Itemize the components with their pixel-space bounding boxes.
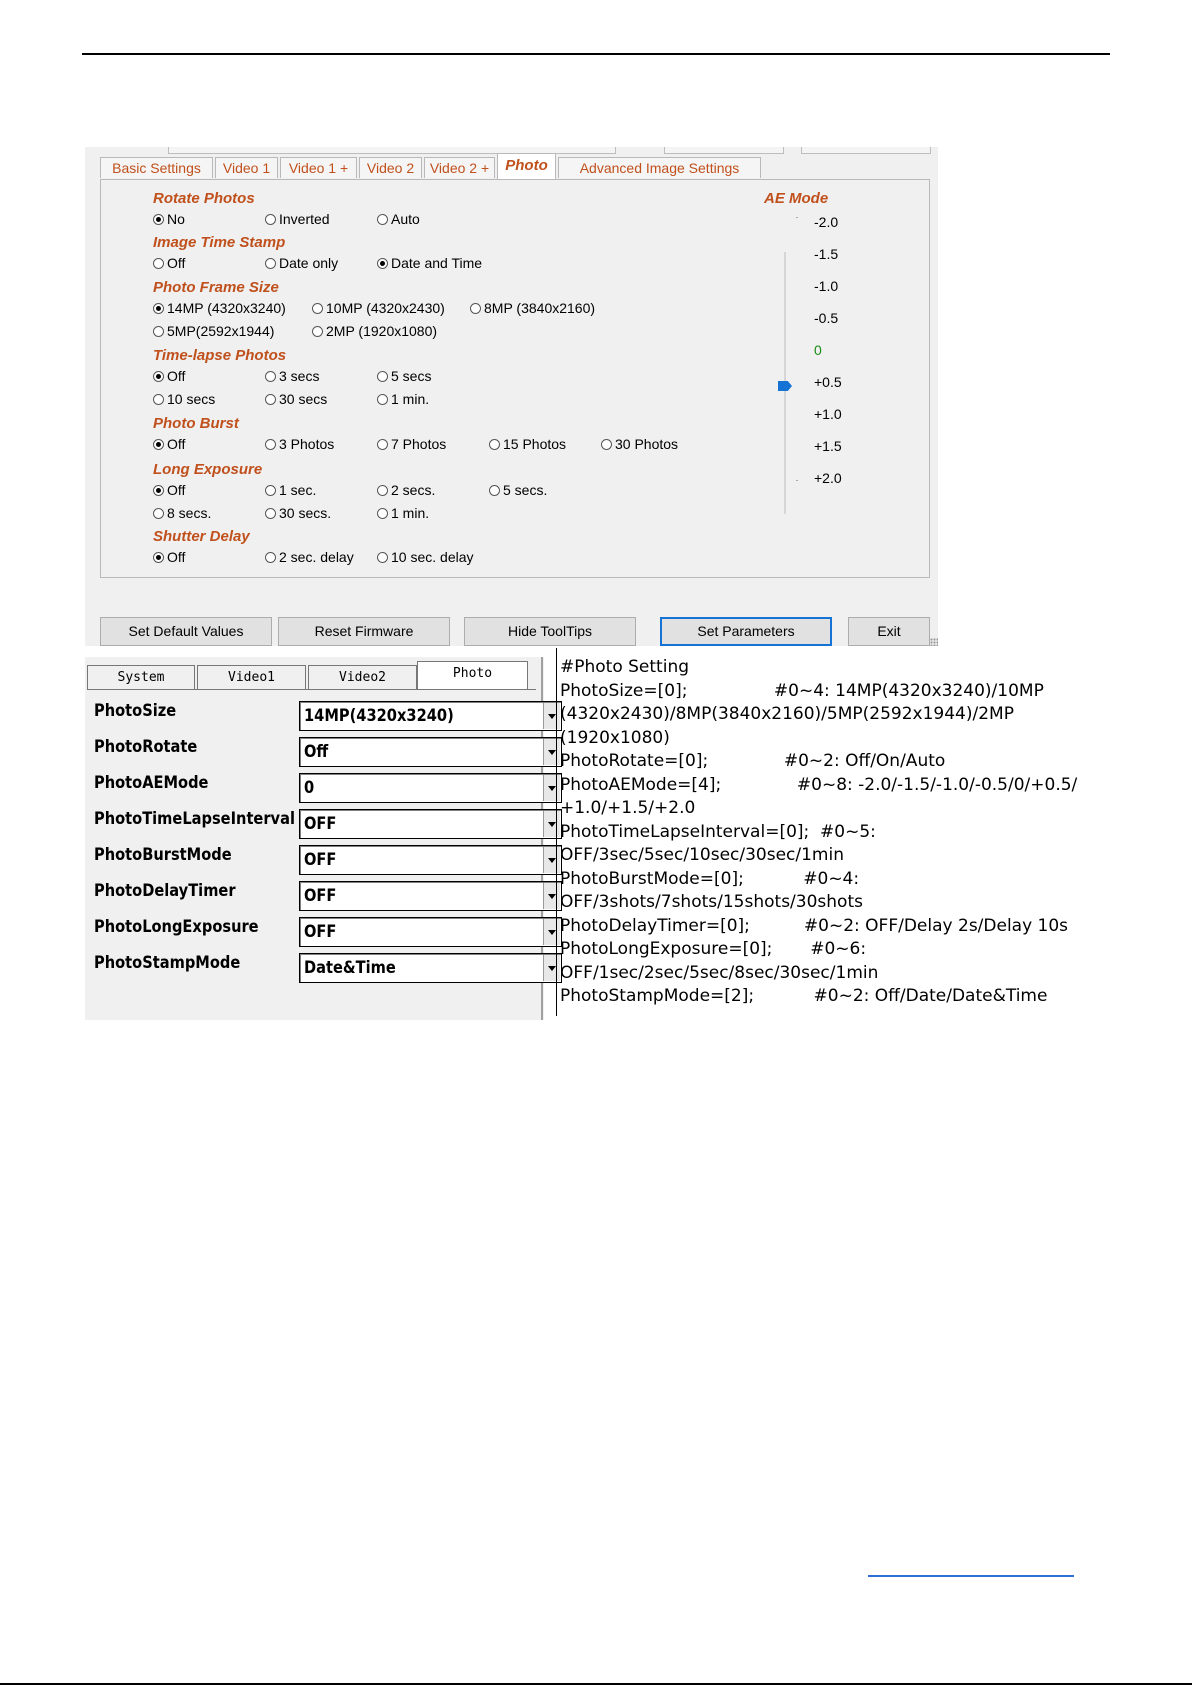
radio-icon	[265, 214, 276, 225]
config-line: +1.0/+1.5/+2.0	[560, 798, 696, 818]
dropdown-arrow-icon[interactable]	[543, 883, 560, 909]
stamp-date-time-radio[interactable]	[377, 255, 482, 271]
select-value: OFF	[304, 850, 337, 870]
ae-level-label-selected: 0	[814, 342, 822, 358]
radio-icon	[312, 326, 323, 337]
radio-label: 5 secs	[391, 368, 432, 384]
radio-label: 3 secs	[279, 368, 320, 384]
radio-icon	[377, 552, 388, 563]
ae-level-label: +1.5	[814, 438, 842, 454]
select-value: OFF	[304, 814, 337, 834]
radio-icon	[312, 303, 323, 314]
timelapse-10s-radio[interactable]	[153, 391, 215, 407]
select-value: OFF	[304, 922, 337, 942]
radio-label: 30 Photos	[615, 436, 679, 452]
config-line: (1920x1080)	[560, 727, 670, 748]
burst-30-radio[interactable]	[601, 436, 678, 452]
radio-icon	[265, 508, 276, 519]
radio-icon	[153, 508, 164, 519]
radio-icon	[601, 439, 612, 450]
reset-firmware-button[interactable]: Reset Firmware	[278, 617, 450, 646]
dropdown-arrow-icon[interactable]	[543, 955, 560, 981]
radio-icon	[377, 394, 388, 405]
timelapse-5s-radio[interactable]	[377, 368, 431, 384]
config-line: PhotoTimeLapseInterval=[0]; #0~5:	[560, 821, 876, 842]
burst-7-radio[interactable]	[377, 436, 446, 452]
radio-icon	[489, 439, 500, 450]
exposure-1min-radio[interactable]	[377, 505, 429, 521]
radio-icon	[153, 394, 164, 405]
burst-off-radio[interactable]	[153, 436, 185, 452]
radio-label: 30 secs	[279, 391, 328, 407]
tab-photo[interactable]: Photo	[497, 153, 556, 179]
rotate-no-radio[interactable]	[153, 211, 185, 227]
frame-14mp-radio[interactable]	[153, 300, 286, 316]
radio-label: 14MP (4320x3240)	[167, 300, 286, 316]
dropdown-arrow-icon[interactable]	[543, 703, 560, 729]
radio-icon	[265, 394, 276, 405]
tab-divider	[87, 689, 536, 690]
tab-basic-settings[interactable]: Basic Settings	[100, 157, 213, 178]
burst-15-radio[interactable]	[489, 436, 566, 452]
radio-label: Off	[167, 255, 186, 271]
photo-burst-mode-label: PhotoBurstMode	[94, 845, 232, 865]
dropdown-arrow-icon[interactable]	[543, 847, 560, 873]
ae-level-label: +0.5	[814, 374, 842, 390]
ae-level-label: -1.5	[814, 246, 839, 262]
photo-size-label: PhotoSize	[94, 701, 177, 721]
ghost-control	[664, 147, 784, 154]
select-value: Off	[304, 742, 329, 762]
column-divider	[556, 648, 557, 1016]
radio-icon	[265, 371, 276, 382]
radio-label: 2 secs.	[391, 482, 436, 498]
timelapse-30s-radio[interactable]	[265, 391, 327, 407]
photo-timelapse-select[interactable]	[299, 809, 562, 839]
radio-label: Off	[167, 368, 186, 384]
photo-burst-title: Photo Burst	[153, 415, 239, 432]
radio-selected-icon	[153, 214, 164, 225]
radio-label: 10 secs	[167, 391, 216, 407]
photo-size-select[interactable]	[299, 701, 562, 731]
photo-timelapse-label: PhotoTimeLapseInterval	[94, 809, 295, 829]
config-line: #Photo Setting	[560, 657, 690, 677]
device-photo-settings-window	[85, 657, 544, 1020]
radio-label: 15 Photos	[503, 436, 567, 452]
stamp-date-only-radio[interactable]	[265, 255, 338, 271]
ae-mode-title: AE Mode	[764, 190, 829, 207]
exposure-1s-radio[interactable]	[265, 482, 316, 498]
ae-level-label: +2.0	[814, 470, 842, 486]
tab-video2[interactable]: Video2	[308, 665, 417, 689]
delay-2s-radio[interactable]	[265, 549, 354, 565]
radio-icon	[377, 439, 388, 450]
radio-icon	[377, 485, 388, 496]
config-line: OFF/3shots/7shots/15shots/30shots	[560, 892, 863, 912]
config-line: PhotoAEMode=[4]; #0~8: -2.0/-1.5/-1.0/-0.5/0/+0.5/	[560, 774, 1078, 795]
select-value: OFF	[304, 886, 337, 906]
radio-label: Off	[167, 436, 186, 452]
radio-label: 1 sec.	[279, 482, 317, 498]
header-rule	[82, 53, 1110, 55]
ae-tick	[796, 480, 798, 481]
delay-off-radio[interactable]	[153, 549, 185, 565]
frame-2mp-radio[interactable]	[312, 323, 437, 339]
ae-level-label: -0.5	[814, 310, 839, 326]
tab-advanced-image-settings[interactable]: Advanced Image Settings	[558, 157, 761, 178]
exposure-off-radio[interactable]	[153, 482, 185, 498]
ae-tick	[796, 217, 798, 218]
radio-icon	[153, 326, 164, 337]
config-line: PhotoSize=[0]; #0~4: 14MP(4320x3240)/10MP	[560, 680, 1044, 701]
radio-icon	[265, 552, 276, 563]
photo-rotate-select[interactable]	[299, 737, 562, 767]
radio-label: 10MP (4320x2430)	[326, 300, 445, 316]
radio-selected-icon	[153, 439, 164, 450]
photo-delay-timer-select[interactable]	[299, 881, 562, 911]
photo-long-exposure-select[interactable]	[299, 917, 562, 947]
config-line: PhotoLongExposure=[0]; #0~6:	[560, 939, 867, 959]
radio-icon	[377, 371, 388, 382]
radio-selected-icon	[153, 485, 164, 496]
radio-selected-icon	[153, 371, 164, 382]
radio-icon	[489, 485, 500, 496]
rotate-auto-radio[interactable]	[377, 211, 420, 227]
tab-photo[interactable]: Photo	[417, 661, 528, 689]
radio-label: Off	[167, 482, 186, 498]
time-lapse-title: Time-lapse Photos	[153, 347, 287, 364]
select-value: 0	[304, 778, 315, 798]
radio-selected-icon	[377, 258, 388, 269]
radio-label: 5MP(2592x1944)	[167, 323, 275, 339]
frame-5mp-radio[interactable]	[153, 323, 274, 339]
image-time-stamp-title: Image Time Stamp	[153, 234, 286, 251]
burst-3-radio[interactable]	[265, 436, 334, 452]
radio-label: 2MP (1920x1080)	[326, 323, 438, 339]
photo-settings-window	[85, 147, 938, 646]
photo-ae-mode-label: PhotoAEMode	[94, 773, 209, 793]
frame-10mp-radio[interactable]	[312, 300, 445, 316]
config-line: PhotoStampMode=[2]; #0~2: Off/Date/Date&Time	[560, 986, 1048, 1006]
radio-icon	[265, 258, 276, 269]
radio-selected-icon	[153, 303, 164, 314]
config-file-text	[560, 656, 1080, 1009]
tab-video-1[interactable]: Video 1	[215, 157, 278, 178]
timelapse-3s-radio[interactable]	[265, 368, 319, 384]
ae-level-label: -2.0	[814, 214, 839, 230]
delay-10s-radio[interactable]	[377, 549, 474, 565]
rotate-inverted-radio[interactable]	[265, 211, 330, 227]
radio-label: 2 sec. delay	[279, 549, 354, 565]
photo-long-exposure-label: PhotoLongExposure	[94, 917, 259, 937]
radio-icon	[153, 258, 164, 269]
config-line: PhotoDelayTimer=[0]; #0~2: OFF/Delay 2s/Delay 10s	[560, 915, 1069, 936]
config-line: PhotoRotate=[0]; #0~2: Off/On/Auto	[560, 751, 946, 771]
tab-video-1-plus[interactable]: Video 1 +	[280, 157, 357, 178]
radio-label: 8 secs.	[167, 505, 212, 521]
radio-icon	[470, 303, 481, 314]
radio-label: 1 min.	[391, 391, 430, 407]
select-value: Date&Time	[304, 958, 396, 978]
hide-tooltips-button[interactable]: Hide ToolTips	[464, 617, 636, 646]
ae-level-label: +1.0	[814, 406, 842, 422]
timelapse-off-radio[interactable]	[153, 368, 185, 384]
radio-label: Inverted	[279, 211, 330, 227]
resize-grip-icon[interactable]	[930, 638, 938, 646]
radio-label: Off	[167, 549, 186, 565]
radio-label: 1 min.	[391, 505, 430, 521]
photo-ae-mode-select[interactable]	[299, 773, 562, 803]
radio-label: 5 secs.	[503, 482, 548, 498]
set-default-values-button[interactable]: Set Default Values	[100, 617, 272, 646]
radio-selected-icon	[153, 552, 164, 563]
dropdown-arrow-icon[interactable]	[543, 775, 560, 801]
photo-stamp-mode-select[interactable]	[299, 953, 562, 983]
dropdown-arrow-icon[interactable]	[543, 919, 560, 945]
ae-mode-slider-thumb[interactable]	[778, 381, 792, 391]
exposure-5s-radio[interactable]	[489, 482, 547, 498]
tab-video-2-plus[interactable]: Video 2 +	[424, 157, 495, 178]
config-line: (4320x2430)/8MP(3840x2160)/5MP(2592x1944)/2MP	[560, 704, 1014, 724]
photo-stamp-mode-label: PhotoStampMode	[94, 953, 241, 973]
exposure-8s-radio[interactable]	[153, 505, 211, 521]
radio-icon	[265, 439, 276, 450]
exit-button[interactable]: Exit	[848, 617, 930, 646]
exposure-30s-radio[interactable]	[265, 505, 331, 521]
config-line: OFF/1sec/2sec/5sec/8sec/30sec/1min	[560, 962, 879, 983]
tab-video1[interactable]: Video1	[197, 665, 306, 689]
dropdown-arrow-icon[interactable]	[543, 739, 560, 765]
stamp-off-radio[interactable]	[153, 255, 185, 271]
photo-frame-size-title: Photo Frame Size	[153, 279, 279, 296]
photo-delay-timer-label: PhotoDelayTimer	[94, 881, 236, 901]
frame-8mp-radio[interactable]	[470, 300, 595, 316]
rotate-photos-title: Rotate Photos	[153, 190, 255, 207]
select-value: 14MP(4320x3240)	[304, 706, 454, 726]
long-exposure-title: Long Exposure	[153, 461, 263, 478]
radio-icon	[377, 508, 388, 519]
radio-label: 7 Photos	[391, 436, 447, 452]
radio-label: Date only	[279, 255, 339, 271]
tab-system[interactable]: System	[87, 665, 195, 689]
radio-icon	[377, 214, 388, 225]
radio-label: 8MP (3840x2160)	[484, 300, 596, 316]
tab-video-2[interactable]: Video 2	[359, 157, 422, 178]
photo-burst-mode-select[interactable]	[299, 845, 562, 875]
radio-label: Date and Time	[391, 255, 483, 271]
exposure-2s-radio[interactable]	[377, 482, 435, 498]
set-parameters-button[interactable]: Set Parameters	[660, 617, 832, 646]
photo-tab-content	[100, 179, 930, 578]
radio-icon	[265, 485, 276, 496]
radio-label: Auto	[391, 211, 420, 227]
photo-rotate-label: PhotoRotate	[94, 737, 198, 757]
ghost-control	[801, 147, 931, 154]
timelapse-1min-radio[interactable]	[377, 391, 429, 407]
footer-link-underline[interactable]	[868, 1575, 1074, 1577]
config-line: PhotoBurstMode=[0]; #0~4:	[560, 868, 860, 889]
radio-label: 10 sec. delay	[391, 549, 474, 565]
config-line: OFF/3sec/5sec/10sec/30sec/1min	[560, 845, 844, 865]
shutter-delay-title: Shutter Delay	[153, 528, 250, 545]
ae-level-label: -1.0	[814, 278, 839, 294]
dropdown-arrow-icon[interactable]	[543, 811, 560, 837]
radio-label: 3 Photos	[279, 436, 335, 452]
radio-label: 30 secs.	[279, 505, 332, 521]
radio-label: No	[167, 211, 185, 227]
